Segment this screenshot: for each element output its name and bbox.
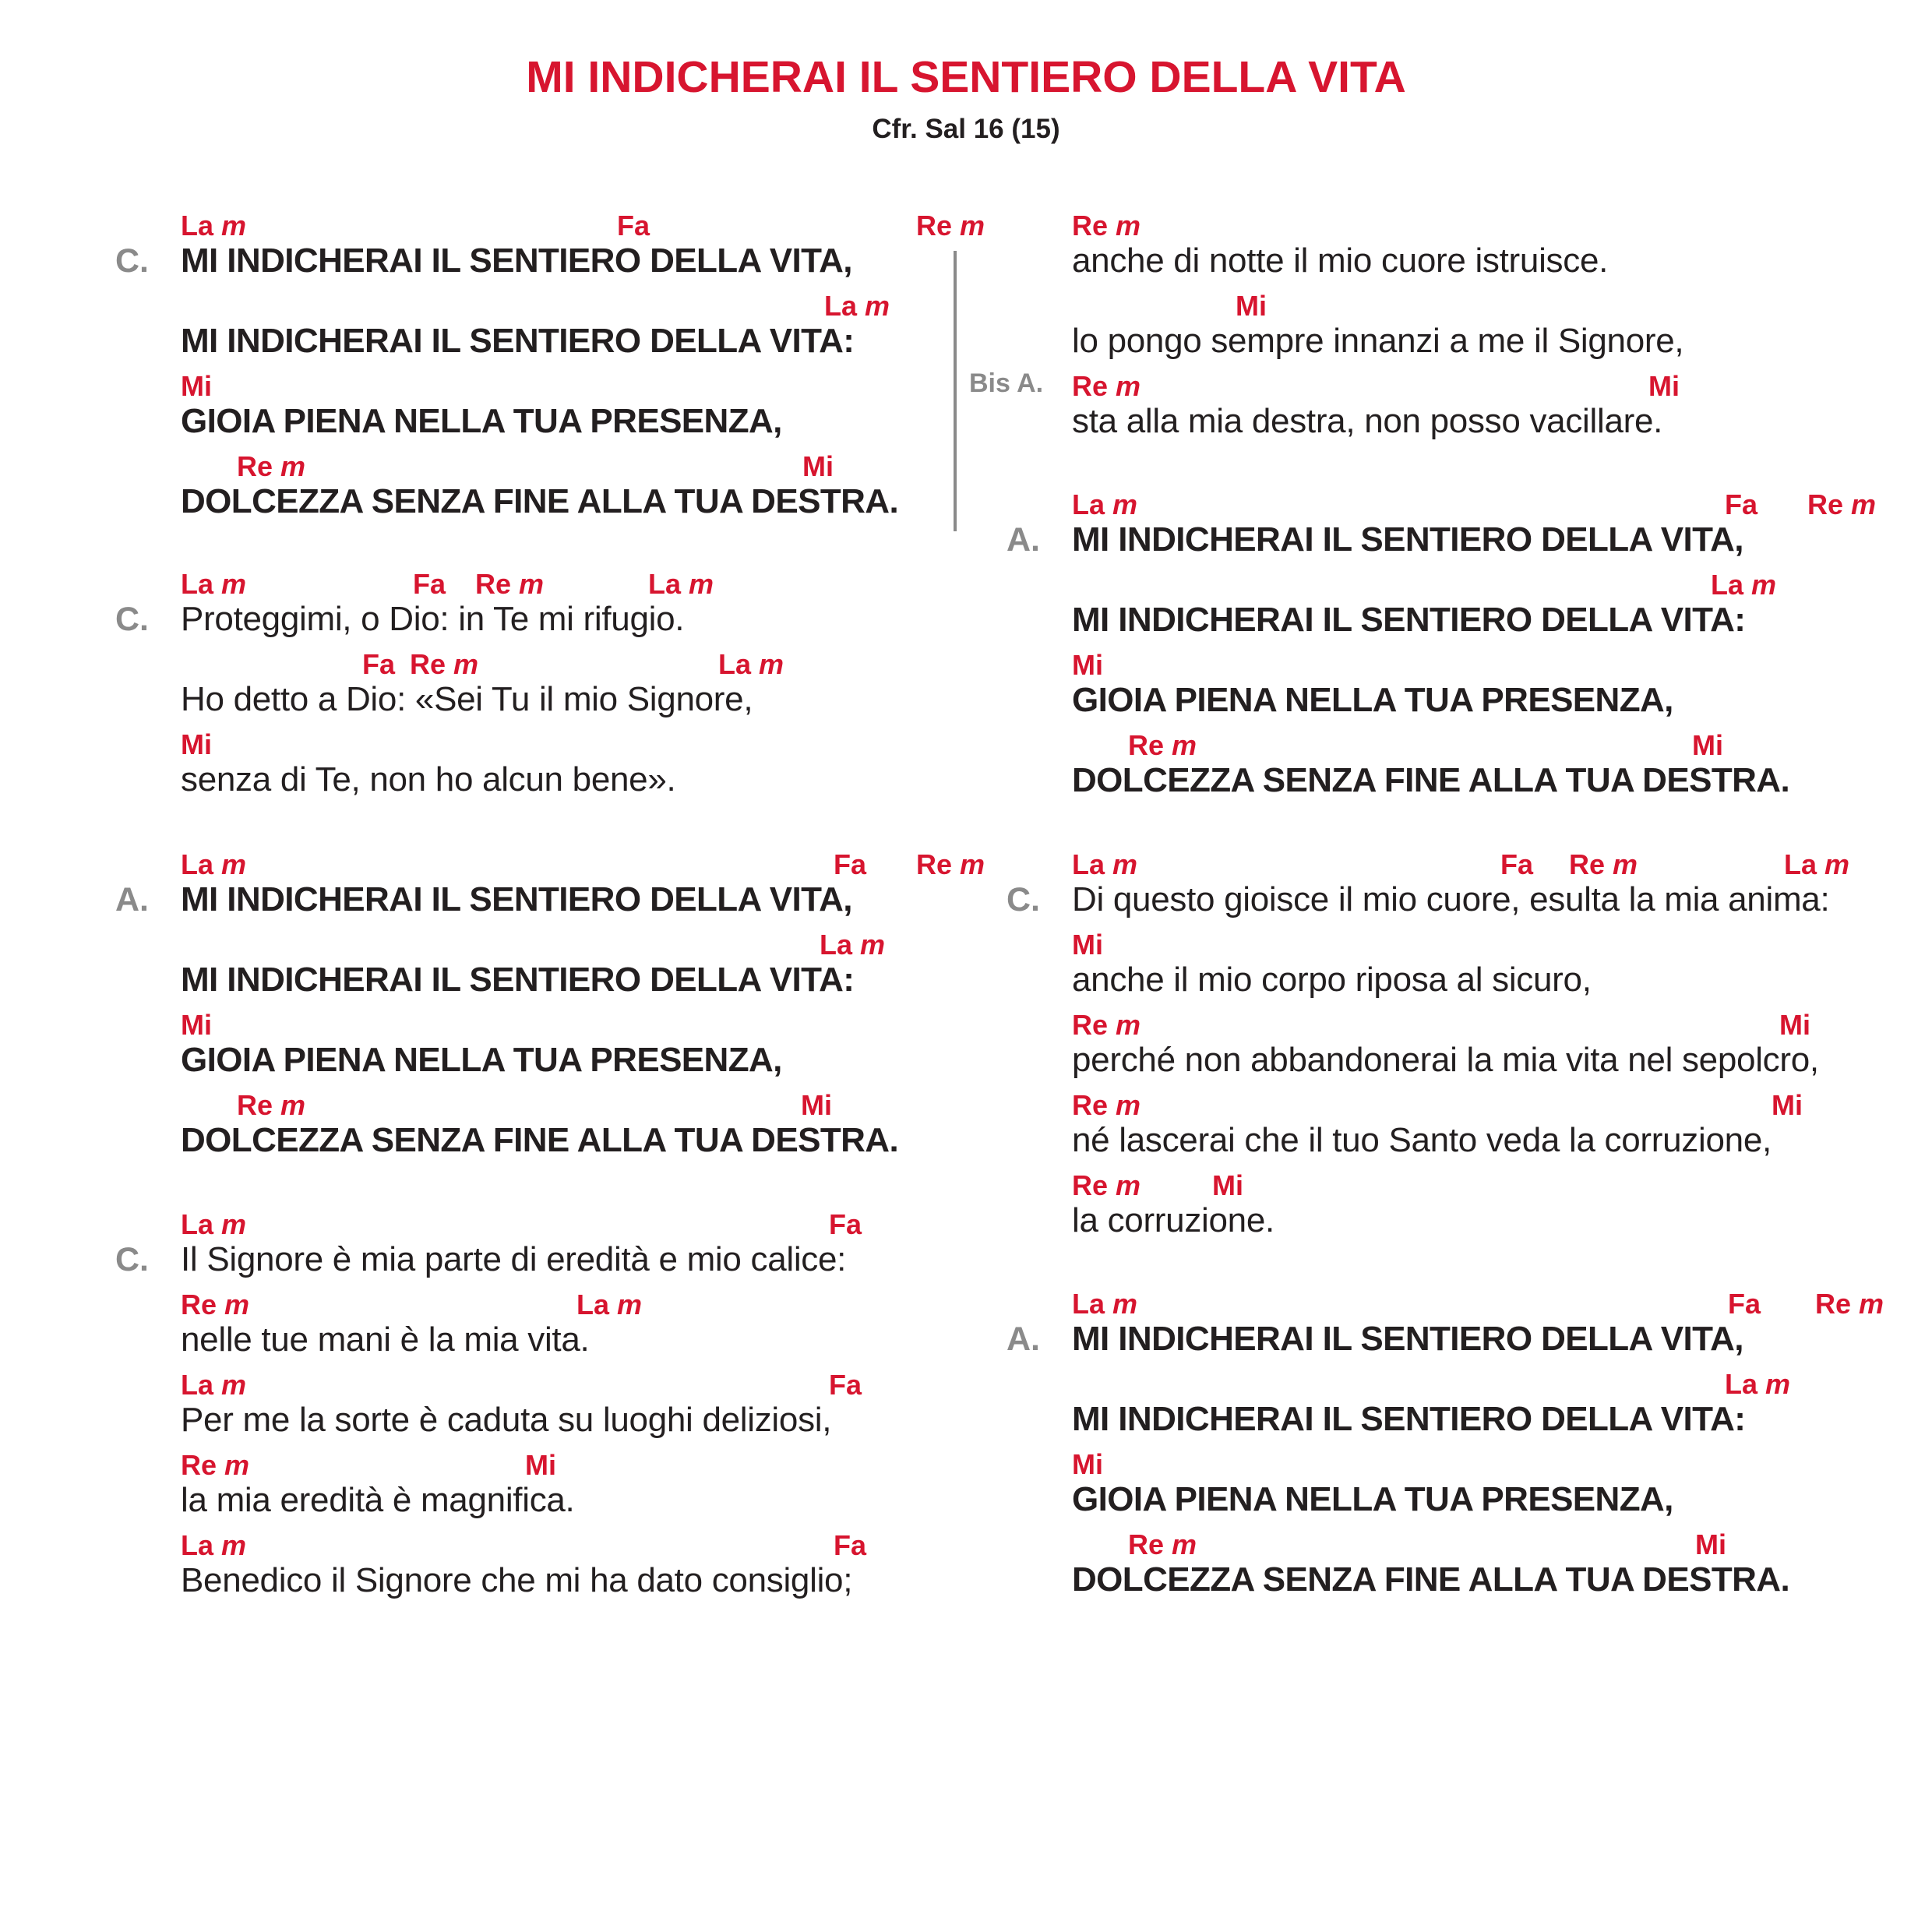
chord-root: La xyxy=(576,1289,610,1320)
chord-root: Re xyxy=(1569,848,1606,880)
chord-row xyxy=(181,928,1038,962)
chord-root: Re xyxy=(181,1289,217,1320)
chord-root: Mi xyxy=(1236,290,1267,322)
chord-row xyxy=(181,1368,1038,1402)
song-line xyxy=(181,567,1022,647)
chord-row xyxy=(1072,369,1929,404)
verse-stanza xyxy=(115,1208,1022,1609)
chord-root: Fa xyxy=(1728,1288,1761,1320)
song-line xyxy=(181,1088,1022,1169)
song-line xyxy=(181,1208,1022,1288)
lyric-text: anche di notte il mio cuore istruisce. xyxy=(1072,242,1609,280)
chord-label xyxy=(181,1288,249,1322)
song-line xyxy=(1072,648,1913,728)
bis-repeat-label: Bis A. xyxy=(969,368,1044,398)
chord-label xyxy=(410,647,478,682)
chord-row xyxy=(181,1088,1038,1123)
song-line xyxy=(181,728,1022,808)
song-line xyxy=(1072,1088,1913,1169)
chord-minor-suffix: m xyxy=(689,568,714,600)
chord-minor-suffix: m xyxy=(1116,1009,1141,1041)
chord-root: La xyxy=(181,1369,214,1401)
chord-minor-suffix: m xyxy=(1116,1169,1141,1201)
song-line xyxy=(181,928,1022,1008)
song-line xyxy=(181,647,1022,728)
chord-row xyxy=(181,450,1038,484)
chord-row xyxy=(181,728,1038,762)
chord-row xyxy=(1072,1367,1929,1401)
lyric-text: GIOIA PIENA NELLA TUA PRESENZA, xyxy=(181,1041,782,1079)
chord-root: Fa xyxy=(413,568,446,600)
lyric-text: la corruzione. xyxy=(1072,1201,1274,1239)
chord-row xyxy=(181,289,1038,323)
chord-minor-suffix: m xyxy=(1851,488,1877,520)
refrain-stanza xyxy=(115,209,1022,530)
refrain-stanza xyxy=(1007,1287,1913,1608)
lyric-text: MI INDICHERAI IL SENTIERO DELLA VITA: xyxy=(1072,601,1746,639)
chord-root: Mi xyxy=(181,370,212,402)
lyric-text: lo pongo sempre innanzi a me il Signore, xyxy=(1072,322,1684,360)
stanza-marker: A. xyxy=(115,881,149,918)
chord-label xyxy=(475,567,544,601)
chord-label xyxy=(1072,1287,1137,1321)
song-line xyxy=(1072,289,1913,369)
chord-label xyxy=(181,1448,249,1482)
chord-label xyxy=(181,728,212,762)
chord-row xyxy=(1072,1169,1929,1203)
lyric-text: GIOIA PIENA NELLA TUA PRESENZA, xyxy=(181,402,782,440)
chord-minor-suffix: m xyxy=(1172,729,1197,761)
chord-root: La xyxy=(181,1208,214,1240)
chord-root: Mi xyxy=(525,1449,556,1481)
chord-root: La xyxy=(1072,488,1105,520)
chord-label xyxy=(1072,648,1103,682)
song-title: MI INDICHERAI IL SENTIERO DELLA VITA xyxy=(526,52,1406,102)
lyric-text: Ho detto a Dio: «Sei Tu il mio Signore, xyxy=(181,680,753,718)
chord-row xyxy=(1072,928,1929,962)
chord-root: La xyxy=(1711,569,1744,601)
chord-label xyxy=(1072,848,1137,882)
chord-label xyxy=(617,209,650,243)
chord-label xyxy=(237,1088,305,1123)
lyric-text: Benedico il Signore che mi ha dato consiglio; xyxy=(181,1561,853,1599)
chord-label xyxy=(1725,1367,1790,1401)
chord-label xyxy=(1569,848,1638,882)
chord-root: Fa xyxy=(829,1208,862,1240)
chord-row xyxy=(1072,488,1929,522)
chord-root: La xyxy=(820,929,853,961)
chord-row xyxy=(181,1288,1038,1322)
chord-minor-suffix: m xyxy=(1613,848,1638,880)
verse-stanza xyxy=(1007,848,1913,1249)
chord-label xyxy=(181,1368,246,1402)
lyric-text: Proteggimi, o Dio: in Te mi rifugio. xyxy=(181,600,685,638)
song-line xyxy=(1072,1169,1913,1249)
chord-label xyxy=(1648,369,1680,404)
chord-root: La xyxy=(181,210,214,242)
chord-label xyxy=(1236,289,1267,323)
chord-label xyxy=(1072,369,1141,404)
chord-root: Fa xyxy=(834,1529,867,1561)
lyric-text: MI INDICHERAI IL SENTIERO DELLA VITA, xyxy=(1072,1320,1743,1358)
chord-minor-suffix: m xyxy=(221,848,247,880)
chord-minor-suffix: m xyxy=(221,1369,247,1401)
stanza-marker: C. xyxy=(115,242,149,280)
chord-row xyxy=(1072,648,1929,682)
chord-label xyxy=(1072,1447,1103,1482)
lyric-text: MI INDICHERAI IL SENTIERO DELLA VITA, xyxy=(181,242,852,280)
lyric-text: senza di Te, non ho alcun bene». xyxy=(181,760,676,799)
chord-root: Re xyxy=(237,1089,273,1121)
chord-label xyxy=(801,1088,832,1123)
chord-label xyxy=(834,1528,866,1563)
chord-label xyxy=(829,1208,862,1242)
refrain-stanza xyxy=(1007,488,1913,809)
lyric-text: perché non abbandonerai la mia vita nel sepolcro, xyxy=(1072,1041,1819,1079)
song-line xyxy=(1072,1367,1913,1447)
chord-root: La xyxy=(648,568,682,600)
chord-minor-suffix: m xyxy=(1859,1288,1884,1320)
chord-row xyxy=(1072,1447,1929,1482)
chord-row xyxy=(181,567,1038,601)
chord-minor-suffix: m xyxy=(960,210,985,242)
chord-root: Mi xyxy=(1692,729,1723,761)
chord-root: Mi xyxy=(1072,1448,1103,1480)
chord-minor-suffix: m xyxy=(1112,488,1138,520)
lyric-text: DOLCEZZA SENZA FINE ALLA TUA DESTRA. xyxy=(181,1121,899,1159)
chord-root: La xyxy=(1725,1368,1758,1400)
song-line xyxy=(1072,568,1913,648)
chord-row xyxy=(181,209,1038,243)
chord-label xyxy=(1695,1528,1726,1562)
chord-label xyxy=(181,848,246,882)
chord-minor-suffix: m xyxy=(1116,1089,1141,1121)
chord-label xyxy=(1072,488,1137,522)
chord-label xyxy=(1500,848,1533,882)
chord-minor-suffix: m xyxy=(280,450,306,482)
chord-minor-suffix: m xyxy=(1112,848,1138,880)
chord-label xyxy=(1784,848,1849,882)
chord-root: Re xyxy=(1072,370,1109,402)
lyric-text: Il Signore è mia parte di eredità e mio calice: xyxy=(181,1240,847,1278)
song-line xyxy=(1072,1008,1913,1088)
chord-row xyxy=(1072,568,1929,602)
lyric-text: DOLCEZZA SENZA FINE ALLA TUA DESTRA. xyxy=(1072,761,1790,799)
chord-minor-suffix: m xyxy=(221,1529,247,1561)
stanza-marker: A. xyxy=(1007,1320,1040,1358)
song-line xyxy=(1072,209,1913,289)
stanza-marker: A. xyxy=(1007,521,1040,559)
chord-minor-suffix: m xyxy=(860,929,886,961)
chord-minor-suffix: m xyxy=(280,1089,306,1121)
chord-label xyxy=(1212,1169,1243,1203)
chord-minor-suffix: m xyxy=(1824,848,1850,880)
chord-label xyxy=(1072,1088,1141,1123)
chord-label xyxy=(181,369,212,404)
chord-minor-suffix: m xyxy=(519,568,545,600)
chord-minor-suffix: m xyxy=(1751,569,1777,601)
chord-label xyxy=(1128,1528,1197,1562)
chord-label xyxy=(1815,1287,1884,1321)
chord-root: Fa xyxy=(1725,488,1758,520)
chord-row xyxy=(1072,1287,1929,1321)
chord-minor-suffix: m xyxy=(1765,1368,1791,1400)
lyric-text: sta alla mia destra, non posso vacillare. xyxy=(1072,402,1663,440)
chord-label xyxy=(824,289,890,323)
chord-row xyxy=(1072,728,1929,763)
chord-label xyxy=(916,209,985,243)
chord-row xyxy=(1072,1088,1929,1123)
chord-root: Mi xyxy=(802,450,834,482)
lyric-text: MI INDICHERAI IL SENTIERO DELLA VITA: xyxy=(181,322,855,360)
chord-minor-suffix: m xyxy=(617,1289,643,1320)
song-line xyxy=(181,1288,1022,1368)
chord-label xyxy=(181,1008,212,1042)
chord-label xyxy=(1072,209,1141,243)
chord-minor-suffix: m xyxy=(1116,210,1141,242)
chord-row xyxy=(181,1528,1038,1563)
verse-stanza xyxy=(115,567,1022,808)
chord-minor-suffix: m xyxy=(221,1208,247,1240)
chord-row xyxy=(1072,209,1929,243)
lyric-text: MI INDICHERAI IL SENTIERO DELLA VITA, xyxy=(181,880,852,918)
chord-row xyxy=(1072,1528,1929,1562)
chord-root: Mi xyxy=(1695,1528,1726,1560)
chord-root: Re xyxy=(1072,1169,1109,1201)
lyric-text: nelle tue mani è la mia vita. xyxy=(181,1320,590,1359)
chord-root: La xyxy=(181,1529,214,1561)
chord-label xyxy=(834,848,866,882)
song-line xyxy=(1072,928,1913,1008)
song-line xyxy=(181,1368,1022,1448)
song-line xyxy=(181,450,1022,530)
chord-minor-suffix: m xyxy=(221,568,247,600)
chord-root: Fa xyxy=(617,210,650,242)
chord-label xyxy=(820,928,885,962)
chord-root: Mi xyxy=(1772,1089,1803,1121)
chord-row xyxy=(1072,289,1929,323)
chord-minor-suffix: m xyxy=(865,290,890,322)
chord-minor-suffix: m xyxy=(221,210,247,242)
chord-row xyxy=(181,848,1038,882)
chord-label xyxy=(181,209,246,243)
chord-label xyxy=(802,450,834,484)
song-line xyxy=(1072,728,1913,809)
chord-root: Fa xyxy=(1500,848,1534,880)
chord-minor-suffix: m xyxy=(759,648,784,680)
chord-label xyxy=(1772,1088,1803,1123)
song-line xyxy=(1072,488,1913,568)
chord-label xyxy=(1072,1008,1141,1042)
chord-root: Mi xyxy=(1648,370,1680,402)
chord-row xyxy=(181,647,1038,682)
chord-root: Re xyxy=(1807,488,1844,520)
chord-label xyxy=(916,848,985,882)
chord-root: Re xyxy=(1128,1528,1165,1560)
chord-label xyxy=(829,1368,862,1402)
chord-label xyxy=(1728,1287,1761,1321)
verse-stanza xyxy=(1072,209,1913,450)
lyric-text: Di questo gioisce il mio cuore, esulta la mia anima: xyxy=(1072,880,1830,918)
chord-label xyxy=(718,647,784,682)
chord-label xyxy=(1128,728,1197,763)
chord-label xyxy=(1779,1008,1810,1042)
chord-root: Mi xyxy=(1212,1169,1243,1201)
stanza-marker: C. xyxy=(115,1241,149,1278)
song-line xyxy=(181,1448,1022,1528)
chord-root: Mi xyxy=(1072,929,1103,961)
chord-root: Re xyxy=(1072,1009,1109,1041)
chord-root: La xyxy=(1072,1288,1105,1320)
chord-root: Re xyxy=(916,848,953,880)
lyric-text: GIOIA PIENA NELLA TUA PRESENZA, xyxy=(1072,681,1673,719)
lyric-text: la mia eredità è magnifica. xyxy=(181,1481,575,1519)
song-line xyxy=(1072,1447,1913,1528)
chord-row xyxy=(181,369,1038,404)
lyric-text: MI INDICHERAI IL SENTIERO DELLA VITA: xyxy=(1072,1400,1746,1438)
chord-label xyxy=(237,450,305,484)
song-line xyxy=(1072,848,1913,928)
chord-root: La xyxy=(1072,848,1105,880)
chord-root: Re xyxy=(410,648,446,680)
chord-minor-suffix: m xyxy=(453,648,479,680)
chord-label xyxy=(1072,928,1103,962)
lyric-text: MI INDICHERAI IL SENTIERO DELLA VITA: xyxy=(181,961,855,999)
lyric-text: GIOIA PIENA NELLA TUA PRESENZA, xyxy=(1072,1480,1673,1518)
chord-root: Mi xyxy=(181,728,212,760)
chord-root: Re xyxy=(181,1449,217,1481)
song-line xyxy=(1072,1528,1913,1608)
chord-root: Re xyxy=(475,568,512,600)
chord-label xyxy=(181,567,246,601)
chord-root: Mi xyxy=(1779,1009,1810,1041)
chord-root: Mi xyxy=(801,1089,832,1121)
lyric-text: anche il mio corpo riposa al sicuro, xyxy=(1072,961,1592,999)
chord-label xyxy=(1725,488,1757,522)
chord-label xyxy=(362,647,395,682)
psalm-reference: Cfr. Sal 16 (15) xyxy=(872,114,1060,144)
chord-label xyxy=(1807,488,1876,522)
song-line xyxy=(181,1008,1022,1088)
chord-minor-suffix: m xyxy=(1112,1288,1138,1320)
chord-label xyxy=(413,567,446,601)
song-line xyxy=(181,369,1022,450)
lyric-text: né lascerai che il tuo Santo veda la corruzione, xyxy=(1072,1121,1772,1159)
stanza-marker: C. xyxy=(1007,881,1040,918)
chord-root: Mi xyxy=(1072,649,1103,681)
chord-label xyxy=(1711,568,1776,602)
song-line xyxy=(181,289,1022,369)
chord-root: Fa xyxy=(829,1369,862,1401)
chord-row xyxy=(1072,848,1929,882)
chord-label xyxy=(648,567,714,601)
chord-root: La xyxy=(824,290,858,322)
chord-root: Mi xyxy=(181,1009,212,1041)
chord-label xyxy=(525,1448,556,1482)
lyric-text: Per me la sorte è caduta su luoghi deliziosi, xyxy=(181,1401,832,1439)
stanza-marker: C. xyxy=(115,601,149,638)
chord-minor-suffix: m xyxy=(224,1449,250,1481)
song-line xyxy=(181,209,1022,289)
chord-root: La xyxy=(181,848,214,880)
bis-repeat-bracket xyxy=(954,251,957,531)
lyric-text: DOLCEZZA SENZA FINE ALLA TUA DESTRA. xyxy=(181,482,899,520)
chord-root: Re xyxy=(1815,1288,1852,1320)
chord-row xyxy=(1072,1008,1929,1042)
chord-label xyxy=(576,1288,642,1322)
chord-root: La xyxy=(1784,848,1817,880)
chord-minor-suffix: m xyxy=(1172,1528,1197,1560)
chord-minor-suffix: m xyxy=(960,848,985,880)
chord-root: Fa xyxy=(834,848,867,880)
lyric-text: DOLCEZZA SENZA FINE ALLA TUA DESTRA. xyxy=(1072,1560,1790,1599)
chord-row xyxy=(181,1208,1038,1242)
chord-row xyxy=(181,1448,1038,1482)
chord-root: Re xyxy=(1128,729,1165,761)
chord-root: Re xyxy=(237,450,273,482)
chord-label xyxy=(1692,728,1723,763)
chord-root: Re xyxy=(1072,210,1109,242)
lyric-text: MI INDICHERAI IL SENTIERO DELLA VITA, xyxy=(1072,520,1743,559)
song-line xyxy=(181,1528,1022,1609)
chord-root: Re xyxy=(1072,1089,1109,1121)
chord-root: Fa xyxy=(362,648,396,680)
song-line xyxy=(181,848,1022,928)
chord-minor-suffix: m xyxy=(1116,370,1141,402)
chord-label xyxy=(181,1208,246,1242)
chord-root: Re xyxy=(916,210,953,242)
chord-label xyxy=(1072,1169,1141,1203)
chord-label xyxy=(181,1528,246,1563)
refrain-stanza xyxy=(115,848,1022,1169)
song-line xyxy=(1072,369,1913,450)
chord-minor-suffix: m xyxy=(224,1289,250,1320)
chord-root: La xyxy=(718,648,752,680)
chord-root: La xyxy=(181,568,214,600)
chord-row xyxy=(181,1008,1038,1042)
song-line xyxy=(1072,1287,1913,1367)
